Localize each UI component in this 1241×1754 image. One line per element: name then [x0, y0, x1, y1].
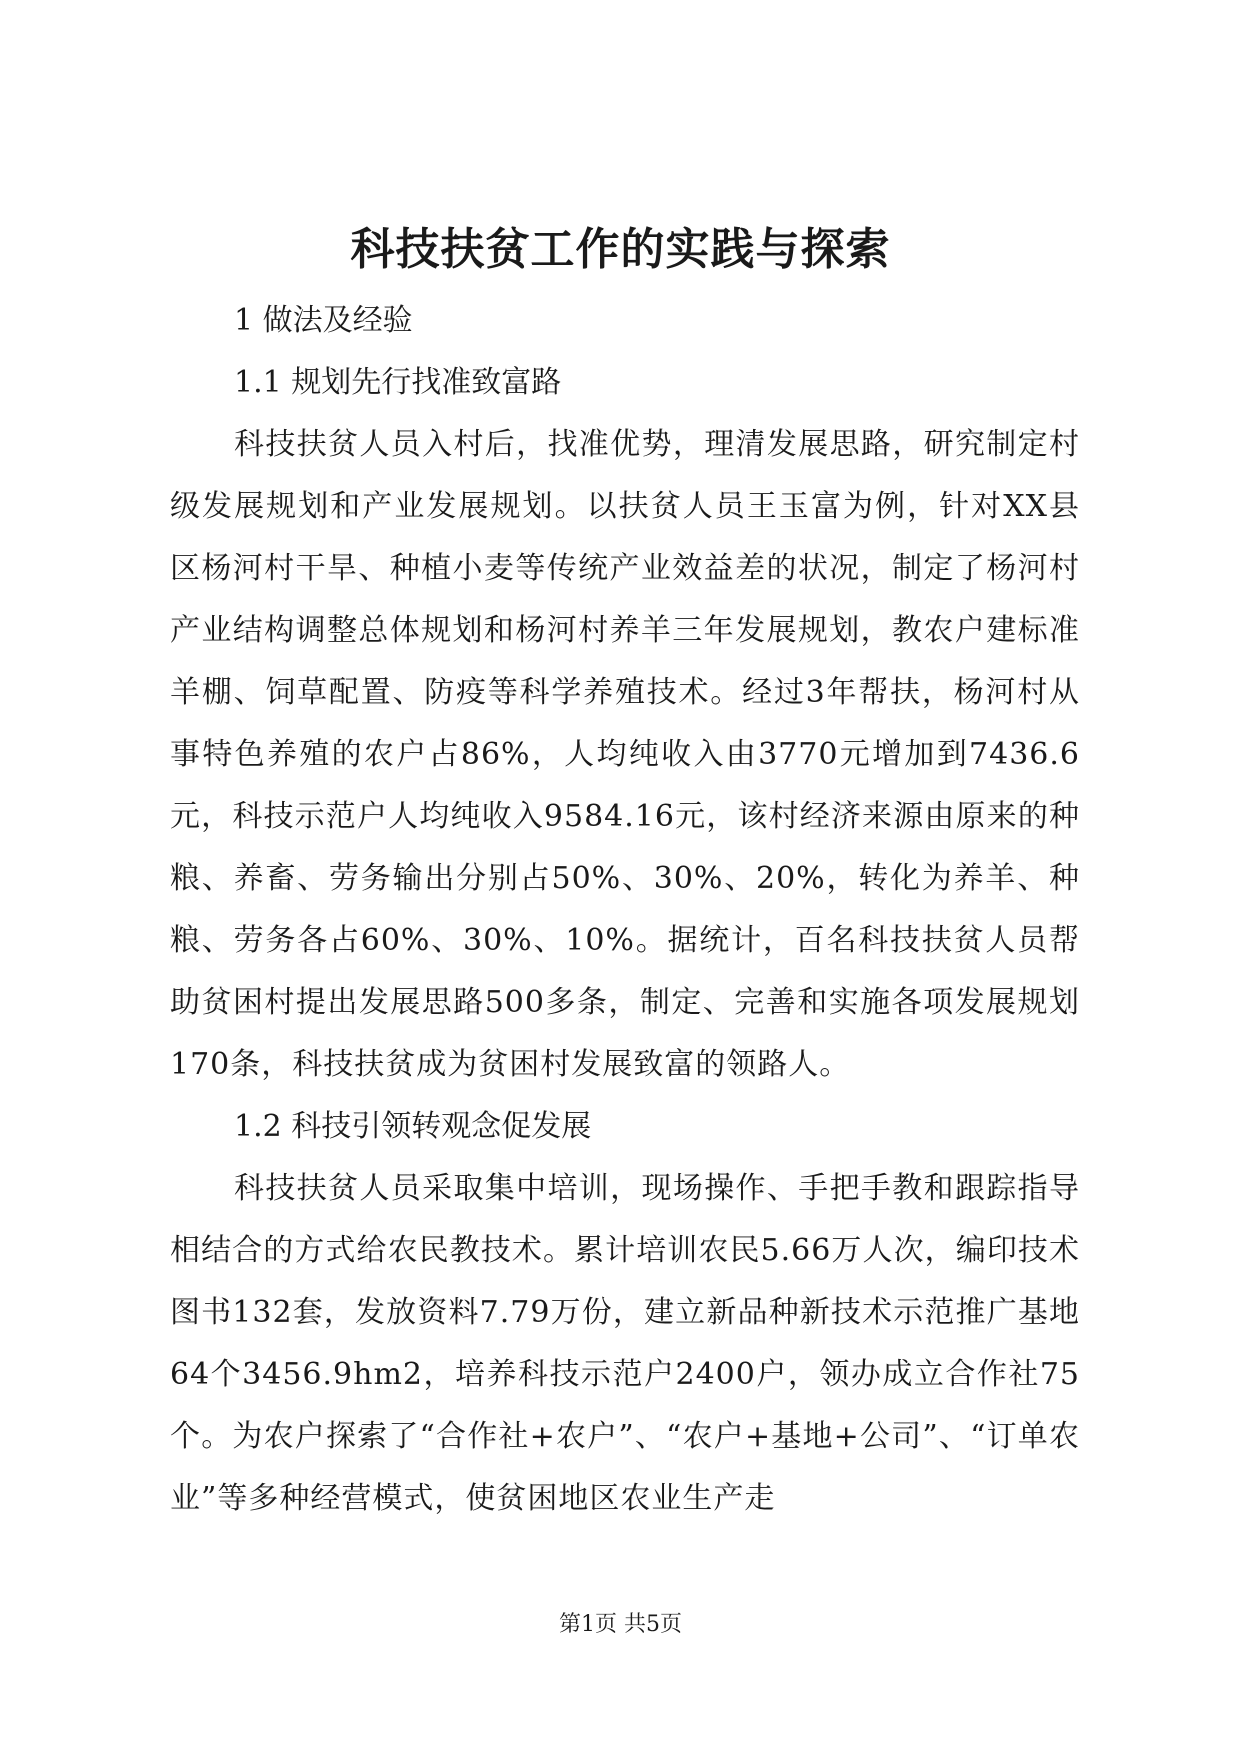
document-title: 科技扶贫工作的实践与探索 — [350, 224, 891, 275]
document-body — [170, 290, 1080, 1530]
section-heading-1-2: 1.2 科技引领转观念促发展 — [234, 1109, 592, 1144]
section-heading-1-1: 1.1 规划先行找准致富路 — [234, 365, 562, 400]
paragraph-1-2: 科技扶贫人员采取集中培训，现场操作、手把手教和跟踪指导相结合的方式给农民教技术。累计培训农民5.66万人次，编印技术图书132套，发放资料7.79万份，建立新品种新技术示范推广基地64个3456.9hm2，培养科技示范户2400户，领办成立合作社75个。为农户探索了“合作社+农户”、“农户+基地+公司”、“订单农业”等多种经营模式，使贫困地区农业生产走 — [170, 1171, 1080, 1516]
page-footer: 第1页 共5页 — [559, 1612, 682, 1637]
section-heading-1: 1 做法及经验 — [234, 303, 413, 338]
paragraph-1-1: 科技扶贫人员入村后，找准优势，理清发展思路，研究制定村级发展规划和产业发展规划。以扶贫人员王玉富为例，针对XX县区杨河村干旱、种植小麦等传统产业效益差的状况，制定了杨河村产业结构调整总体规划和杨河村养羊三年发展规划，教农户建标准羊棚、饲草配置、防疫等科学养殖技术。经过3年帮扶，杨河村从事特色养殖的农户占86%，人均纯收入由3770元增加到7436.6元，科技示范户人均纯收入9584.16元，该村经济来源由原来的种粮、养畜、劳务输出分别占50%、30%、20%，转化为养羊、种粮、劳务各占60%、30%、10%。据统计，百名科技扶贫人员帮助贫困村提出发展思路500多条，制定、完善和实施各项发展规划170条，科技扶贫成为贫困村发展致富的领路人。 — [170, 427, 1080, 1082]
